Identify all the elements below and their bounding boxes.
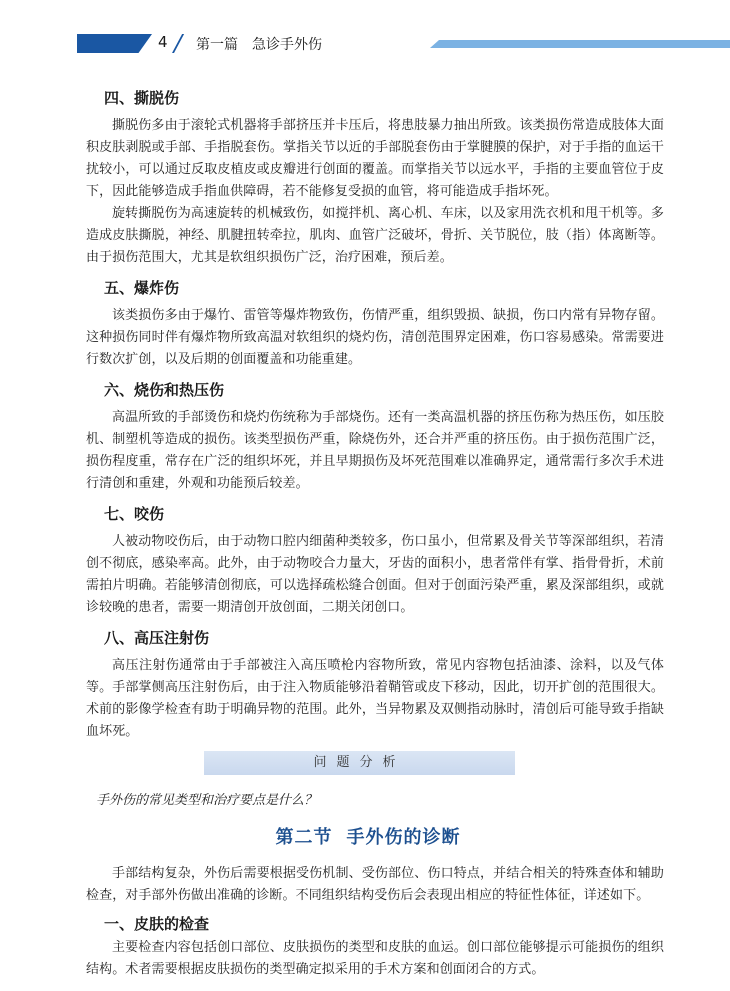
section-heading: 五、爆炸伤 (104, 279, 180, 297)
page-content (86, 85, 664, 981)
header-accent-bar-left (77, 34, 152, 53)
section-bite (86, 501, 664, 619)
section2-name: 手外伤的诊断 (346, 827, 461, 848)
section-explosion (86, 275, 664, 371)
section2-title (86, 823, 664, 849)
paragraph: 旋转撕脱伤为高速旋转的机械致伤，如搅拌机、离心机、车床，以及家用洗衣机和甩干机等。多造成皮肤撕脱，神经、肌腱扭转牵拉，肌肉、血管广泛破坏，骨折、关节脱位，肢（指）体离断等。由于损伤范围大，尤其是软组织损伤广泛，治疗困难，预后差。 (86, 206, 664, 265)
paragraph: 该类损伤多由于爆竹、雷管等爆炸物致伤，伤情严重，组织毁损、缺损，伤口内常有异物存留。这种损伤同时伴有爆炸物所致高温对软组织的烧灼伤，清创范围界定困难，伤口容易感染。常需要进行数次扩创，以及后期的创面覆盖和功能重建。 (86, 308, 664, 367)
page-number: 4 (158, 33, 168, 51)
section-avulsion (86, 85, 664, 269)
section-burn (86, 377, 664, 495)
header-accent-bar-right (430, 40, 730, 48)
section-heading: 六、烧伤和热压伤 (104, 381, 225, 399)
chapter-title: 第一篇 急诊手外伤 (196, 37, 322, 53)
section2-intro: 手部结构复杂，外伤后需要根据受伤机制、受伤部位、伤口特点，并结合相关的特殊查体和辅助检查，对手部外伤做出准确的诊断。不同组织结构受伤后会表现出相应的特征性体征，详述如下。 (86, 866, 664, 903)
analysis-question: 手外伤的常见类型和治疗要点是什么？ (96, 793, 318, 808)
section2-sub-paragraph: 主要检查内容包括创口部位、皮肤损伤的类型和皮肤的血运。创口部位能够提示可能损伤的组织结构。术者需要根据皮肤损伤的类型确定拟采用的手术方案和创面闭合的方式。 (86, 940, 664, 977)
section-heading: 七、咬伤 (104, 505, 165, 523)
section-heading: 八、高压注射伤 (104, 629, 210, 647)
paragraph: 高温所致的手部烫伤和烧灼伤统称为手部烧伤。还有一类高温机器的挤压伤称为热压伤，如压胶机、制塑机等造成的损伤。该类型损伤严重，除烧伤外，还合并严重的挤压伤。由于损伤范围广泛，损伤程度重，常存在广泛的组织坏死，并且早期损伤及坏死范围难以准确界定，通常需行多次手术进行清创和重建，外观和功能预后较差。 (86, 410, 664, 491)
analysis-label-box: 问题分析 (204, 751, 515, 775)
paragraph: 人被动物咬伤后，由于动物口腔内细菌种类较多，伤口虽小，但常累及骨关节等深部组织，若清创不彻底，感染率高。此外，由于动物咬合力量大，牙齿的面积小，患者常伴有掌、指骨骨折，术前需拍片明确。若能够清创彻底，可以选择疏松缝合创面。但对于创面污染严重，累及深部组织，或就诊较晚的患者，需要一期清创开放创面，二期关闭创口。 (86, 534, 664, 615)
section2-sub-heading: 一、皮肤的检查 (104, 915, 210, 933)
section-heading: 四、撕脱伤 (104, 89, 180, 107)
paragraph: 高压注射伤通常由于手部被注入高压喷枪内容物所致，常见内容物包括油漆、涂料，以及气体等。手部掌侧高压注射伤后，由于注入物质能够沿着鞘管或皮下移动，因此，切开扩创的范围很大。术前的影像学检查有助于明确异物的范围。此外，当异物累及双侧指动脉时，清创后可能导致手指缺血坏死。 (86, 658, 664, 739)
paragraph: 撕脱伤多由于滚轮式机器将手部挤压并卡压后，将患肢暴力抽出所致。该类损伤常造成肢体大面积皮肤剥脱或手部、手指脱套伤。掌指关节以近的手部脱套伤由于掌腱膜的保护，对于手指的血运干扰较小，可以通过反取皮植皮或皮瓣进行创面的覆盖。而掌指关节以远水平，手指的主要血管位于皮下，因此能够造成手指血供障碍，若不能修复受损的血管，将可能造成手指坏死。 (86, 118, 664, 199)
section-injection (86, 625, 664, 743)
section2-number: 第二节 (275, 827, 333, 848)
header-separator-slash (172, 34, 198, 53)
